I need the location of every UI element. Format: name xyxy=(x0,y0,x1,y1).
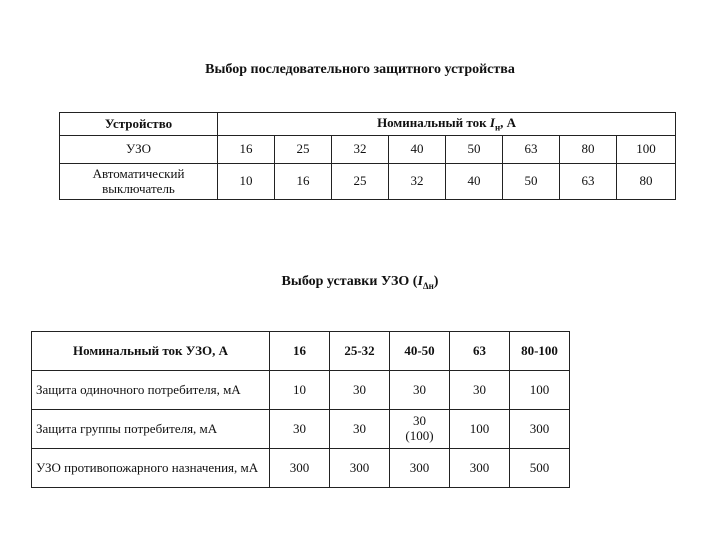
table-cell: 30 xyxy=(390,371,450,410)
rated-current-header: Номинальный ток $I_н$, А xyxy=(218,113,676,136)
table1-header-row xyxy=(60,113,676,136)
row-label: Защита одиночного потребителя, мА xyxy=(32,371,270,410)
row-label: УЗО противопожарного назначения, мА xyxy=(32,449,270,488)
table-cell: 30 xyxy=(330,410,390,449)
table-row xyxy=(32,449,570,488)
table-row xyxy=(60,164,676,200)
row-label: УЗО xyxy=(60,136,218,164)
table-cell: 40-50 xyxy=(390,332,450,371)
table-cell: 32 xyxy=(389,164,446,200)
table-cell: 50 xyxy=(503,164,560,200)
table-cell: 16 xyxy=(218,136,275,164)
table-cell: 30 xyxy=(270,410,330,449)
table-cell: 25 xyxy=(275,136,332,164)
row-label: Автоматический выключатель xyxy=(60,164,218,200)
table-cell: 16 xyxy=(275,164,332,200)
table-cell: 30 xyxy=(330,371,390,410)
table-cell: 25-32 xyxy=(330,332,390,371)
table-cell: 300 xyxy=(450,449,510,488)
table-cell: 500 xyxy=(510,449,570,488)
table-cell: 100 xyxy=(450,410,510,449)
table-cell: 80 xyxy=(617,164,676,200)
table-cell: 300 xyxy=(270,449,330,488)
table-cell: 100 xyxy=(510,371,570,410)
table-cell: 80-100 xyxy=(510,332,570,371)
table-cell: 80 xyxy=(560,136,617,164)
table-cell: 10 xyxy=(270,371,330,410)
table-cell: 100 xyxy=(617,136,676,164)
table-row xyxy=(32,371,570,410)
table-cell: 63 xyxy=(503,136,560,164)
rcd-setting-table xyxy=(31,331,570,488)
table1-title: Выбор последовательного защитного устройства xyxy=(205,62,515,77)
table2-title: Выбор уставки УЗО $(I_{\Delta н})$ xyxy=(281,274,439,291)
table-cell: 63 xyxy=(450,332,510,371)
table-cell: 300 xyxy=(330,449,390,488)
table-row xyxy=(32,410,570,449)
device-header: Устройство xyxy=(60,113,218,136)
table-cell: 10 xyxy=(218,164,275,200)
device-selection-table xyxy=(59,112,676,200)
table2-header-row xyxy=(32,332,570,371)
table-cell: 16 xyxy=(270,332,330,371)
rcd-current-header: Номинальный ток УЗО, А xyxy=(32,332,270,371)
table-cell: 30 xyxy=(450,371,510,410)
table-cell: 300 xyxy=(390,449,450,488)
table-cell: 300 xyxy=(510,410,570,449)
table-cell: 50 xyxy=(446,136,503,164)
table-cell: 30 (100) xyxy=(390,410,450,449)
table-cell: 25 xyxy=(332,164,389,200)
row-label: Защита группы потребителя, мА xyxy=(32,410,270,449)
table-cell: 40 xyxy=(389,136,446,164)
table-cell: 40 xyxy=(446,164,503,200)
table-row xyxy=(60,136,676,164)
table-cell: 32 xyxy=(332,136,389,164)
table-cell: 63 xyxy=(560,164,617,200)
